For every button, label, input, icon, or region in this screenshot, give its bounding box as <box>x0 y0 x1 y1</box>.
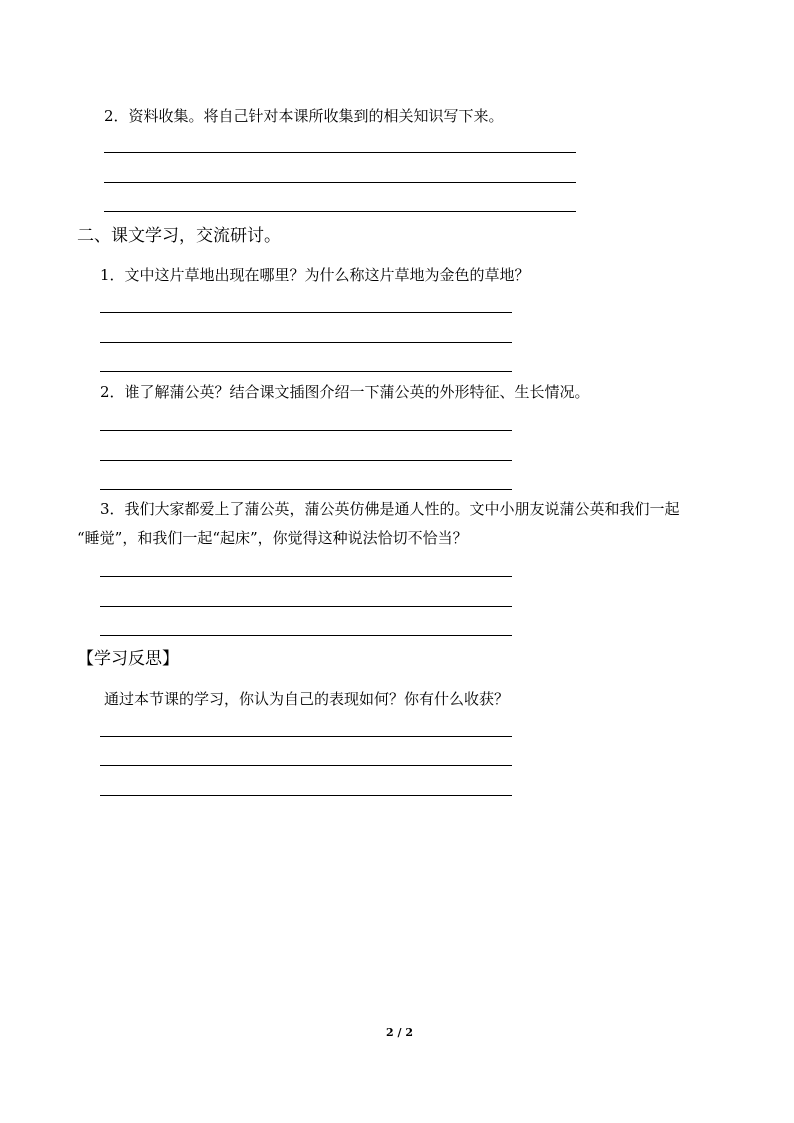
section-two-heading: 二、课文学习，交流研讨。 <box>77 226 281 246</box>
reflection-heading: 【学习反思】 <box>77 649 179 669</box>
answer-line[interactable] <box>100 312 512 313</box>
answer-line[interactable] <box>100 765 512 766</box>
answer-line[interactable] <box>100 342 512 343</box>
answer-line[interactable] <box>100 606 512 607</box>
question-2-collect-info: 2．资料收集。将自己针对本课所收集到的相关知识写下来。 <box>104 107 504 125</box>
answer-line[interactable] <box>104 152 576 153</box>
answer-line[interactable] <box>100 795 512 796</box>
question-1-text: 1．文中这片草地出现在哪里？为什么称这片草地为金色的草地？ <box>100 266 530 284</box>
question-3-text-line2: “睡觉”，和我们一起“起床”，你觉得这种说法恰切不恰当？ <box>77 529 468 547</box>
answer-line[interactable] <box>100 736 512 737</box>
question-2-text: 2．谁了解蒲公英？结合课文插图介绍一下蒲公英的外形特征、生长情况。 <box>100 383 590 401</box>
answer-line[interactable] <box>100 576 512 577</box>
answer-line[interactable] <box>100 489 512 490</box>
reflection-prompt: 通过本节课的学习，你认为自己的表现如何？你有什么收获？ <box>104 690 510 708</box>
answer-line[interactable] <box>100 371 512 372</box>
answer-line[interactable] <box>104 211 576 212</box>
answer-line[interactable] <box>100 460 512 461</box>
page-number: 2 / 2 <box>386 1026 413 1039</box>
answer-line[interactable] <box>100 430 512 431</box>
answer-line[interactable] <box>100 635 512 636</box>
question-3-text-line1: 3．我们大家都爱上了蒲公英，蒲公英仿佛是通人性的。文中小朋友说蒲公英和我们一起 <box>100 500 680 518</box>
answer-line[interactable] <box>104 182 576 183</box>
